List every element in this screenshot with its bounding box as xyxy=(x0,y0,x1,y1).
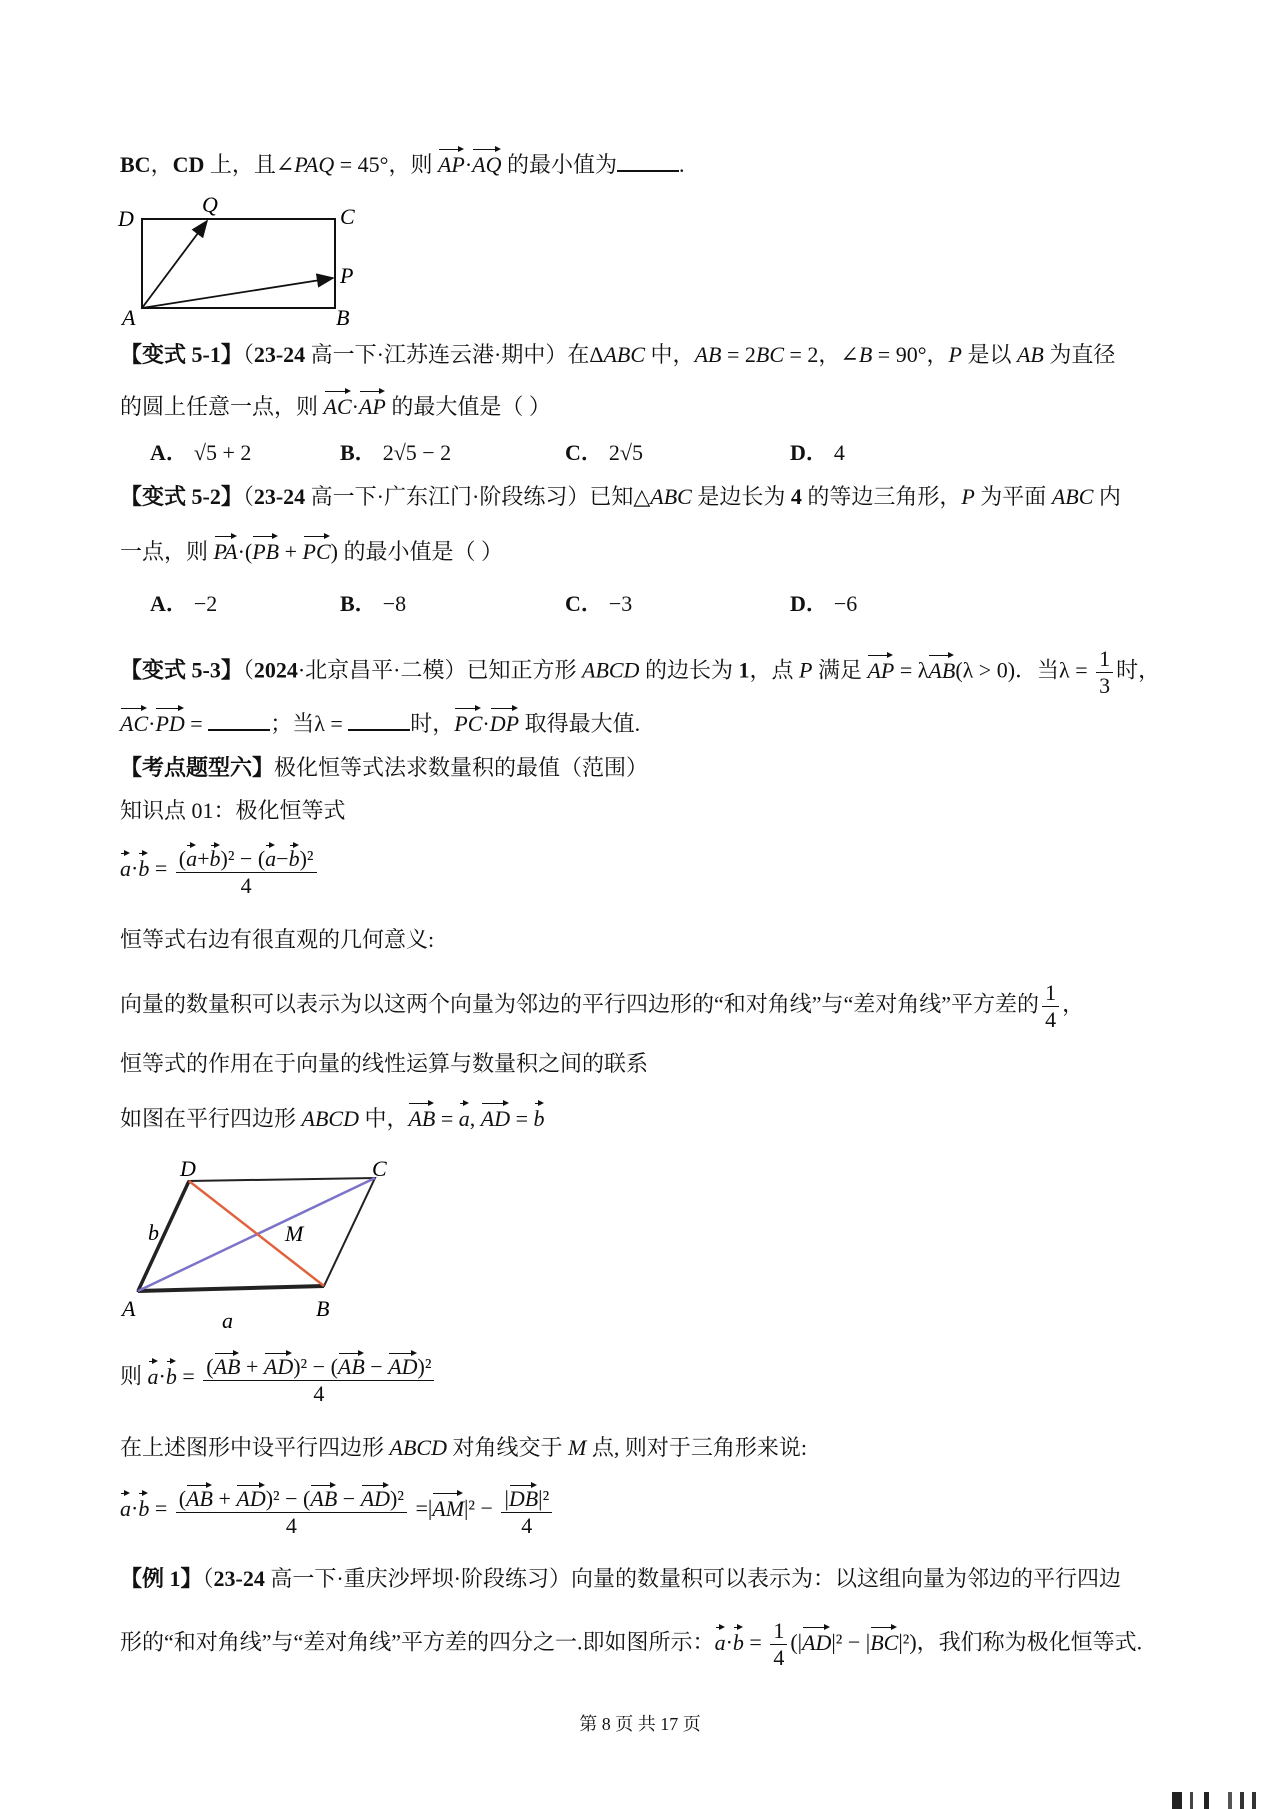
math-variable: B xyxy=(858,342,873,367)
side-ab xyxy=(138,1286,324,1291)
numerator xyxy=(1096,646,1113,673)
vector: AD xyxy=(236,1482,265,1512)
vector: b xyxy=(138,850,149,884)
answer-blank xyxy=(348,709,410,731)
vector: PB xyxy=(252,533,279,567)
vector: AD xyxy=(388,1350,417,1380)
bold-text: CD xyxy=(172,152,205,177)
option-label: B． xyxy=(340,591,377,616)
text: 4 xyxy=(521,1513,533,1538)
vector: AB xyxy=(408,1100,435,1134)
label-a: A xyxy=(122,1296,136,1321)
denominator xyxy=(238,873,255,899)
text: ·北京昌平·二模）已知正方形 xyxy=(297,657,582,683)
text: ， xyxy=(150,152,173,177)
text: 满足 xyxy=(812,657,868,683)
vector: b xyxy=(210,842,221,872)
text: 1 xyxy=(773,1618,785,1643)
text: (| xyxy=(790,1629,803,1655)
vector: b xyxy=(138,1490,149,1524)
option-label: C． xyxy=(565,440,603,465)
option-label: D． xyxy=(790,591,828,616)
vector: AB xyxy=(338,1350,365,1380)
text: = xyxy=(149,1495,173,1521)
bold-text: 23-24 xyxy=(253,484,306,509)
bold-text: 1 xyxy=(738,657,750,683)
text: = xyxy=(743,1629,768,1655)
text: 高一下·广东江门·阶段练习）已知△ xyxy=(305,484,651,509)
option-label: A． xyxy=(150,440,188,465)
text: 的边长为 xyxy=(639,657,739,683)
math-variable: ABC xyxy=(603,342,646,367)
text: =| xyxy=(409,1495,433,1521)
text: ( xyxy=(206,1354,214,1379)
label-c: C xyxy=(340,204,355,229)
text: = 2 xyxy=(721,342,756,367)
vector: AP xyxy=(867,652,894,686)
text: · xyxy=(158,1363,166,1389)
bold-text: 4 xyxy=(790,484,802,509)
label-c: C xyxy=(372,1160,387,1181)
fraction xyxy=(770,1618,787,1671)
text: · xyxy=(351,394,359,419)
math-variable: P xyxy=(961,484,975,509)
fraction xyxy=(1096,646,1113,699)
text: 4 xyxy=(313,1381,325,1406)
example-1-line2 xyxy=(120,1618,1142,1671)
text: 高一下·江苏连云港·期中）在Δ xyxy=(305,342,604,367)
text: 的最大值是（ ） xyxy=(385,394,551,419)
text: 则 xyxy=(120,1363,148,1389)
text: + xyxy=(197,846,210,871)
numerator xyxy=(770,1618,787,1645)
rectangle-abcd xyxy=(142,219,335,308)
text: |²)，我们称为极化恒等式. xyxy=(898,1629,1143,1655)
text: |² xyxy=(538,1486,550,1511)
vector: PA xyxy=(214,533,238,567)
text: )² xyxy=(390,1486,404,1511)
bold-text: 【变式 5-3】 xyxy=(120,657,243,683)
text: （ xyxy=(202,1566,214,1591)
vector: a xyxy=(148,1358,159,1392)
vector: AP xyxy=(438,146,465,180)
bold-text: 【变式 5-2】 xyxy=(120,484,243,509)
text: 恒等式右边有很直观的几何意义: xyxy=(120,927,435,952)
text: 为平面 xyxy=(974,484,1052,509)
option-a xyxy=(150,436,251,467)
math-variable: M xyxy=(567,1435,587,1460)
vector: AP xyxy=(359,388,386,422)
text: 在上述图形中设平行四边形 xyxy=(120,1435,390,1460)
text: )² − ( xyxy=(220,846,266,871)
text: ( xyxy=(178,846,187,871)
vector: PC xyxy=(303,533,331,567)
bold-text: 2024 xyxy=(253,657,298,683)
diagonal-db xyxy=(189,1181,324,1286)
text: − xyxy=(337,1486,361,1511)
formula-step-2 xyxy=(120,1482,555,1539)
variant-5-2-line2 xyxy=(120,533,503,567)
vector: AD xyxy=(264,1350,293,1380)
text: 为直径 xyxy=(1043,342,1116,367)
text: 4 xyxy=(773,1645,785,1670)
text: 极化恒等式法求数量积的最值（范围） xyxy=(274,755,649,780)
text: 中， xyxy=(358,1106,409,1131)
vector: a xyxy=(120,850,131,884)
option-value: 2√5 − 2 xyxy=(382,440,452,465)
option-label: B． xyxy=(340,440,377,465)
denominator xyxy=(283,1513,300,1539)
text: 时， xyxy=(1116,657,1161,683)
option-b xyxy=(340,587,406,618)
denominator xyxy=(518,1513,535,1539)
fraction xyxy=(501,1482,552,1539)
section-heading xyxy=(120,753,648,783)
label-b: B xyxy=(336,305,350,330)
text: 1 xyxy=(1045,980,1057,1005)
vector: a xyxy=(120,1490,131,1524)
vector: DP xyxy=(490,705,519,739)
text: . xyxy=(679,152,685,177)
text: 4 xyxy=(285,1513,297,1538)
text: （ xyxy=(242,657,254,683)
vector: AB xyxy=(310,1482,337,1512)
math-variable: ABCD xyxy=(301,1106,359,1131)
text: = xyxy=(510,1106,534,1131)
vector: AM xyxy=(432,1490,464,1524)
vector: PD xyxy=(155,705,184,739)
text: 的最小值为 xyxy=(501,152,618,177)
text: )² − ( xyxy=(265,1486,311,1511)
text: = xyxy=(149,855,173,881)
math-variable: ABCD xyxy=(389,1435,447,1460)
text: |² − | xyxy=(831,1629,871,1655)
text: 是以 xyxy=(961,342,1017,367)
text: 对角线交于 xyxy=(446,1435,568,1460)
formula-step-1 xyxy=(120,1350,437,1407)
watermark-bars-icon xyxy=(1168,1790,1268,1809)
text: ( xyxy=(178,1486,187,1511)
side-ad xyxy=(138,1181,189,1291)
text: · xyxy=(148,711,156,736)
variant-5-1-line1 xyxy=(120,340,1115,370)
text: 上，且∠ xyxy=(204,152,295,177)
text: = xyxy=(435,1106,459,1131)
knowledge-point-title xyxy=(120,796,346,826)
option-d xyxy=(790,587,857,618)
label-q: Q xyxy=(202,192,218,217)
variant-5-1-line2 xyxy=(120,388,551,422)
text: · xyxy=(131,1495,139,1521)
explanation-text xyxy=(120,980,1084,1033)
text: )² − ( xyxy=(293,1354,338,1379)
text: = xyxy=(184,711,209,736)
bold-text: 【变式 5-1】 xyxy=(120,342,243,367)
numerator xyxy=(501,1482,552,1513)
text: = 90°， xyxy=(872,342,949,367)
text: · xyxy=(131,855,139,881)
fraction xyxy=(203,1350,434,1407)
text: 中， xyxy=(645,342,695,367)
variant-5-2-line1 xyxy=(120,482,1121,512)
vector: b xyxy=(166,1358,177,1392)
geometric-meaning-text xyxy=(120,925,434,955)
text: 向量的数量积可以表示为以这两个向量为邻边的平行四边形的“和对角线”与“差对角线”平方差的 xyxy=(120,991,1040,1017)
text: = 2，∠ xyxy=(784,342,859,367)
rectangle-figure xyxy=(110,190,370,330)
text: 的等边三角形， xyxy=(801,484,962,509)
vector: AB xyxy=(214,1350,241,1380)
text: = 45°，则 xyxy=(334,152,438,177)
math-variable: P xyxy=(948,342,962,367)
option-value: −8 xyxy=(382,591,407,616)
vector: AB xyxy=(186,1482,213,1512)
text: 恒等式的作用在于向量的线性运算与数量积之间的联系 xyxy=(120,1051,649,1076)
text: )² xyxy=(299,846,314,871)
option-label: A． xyxy=(150,591,188,616)
numerator xyxy=(176,842,317,873)
math-variable: ABC xyxy=(650,484,692,509)
text: 的圆上任意一点，则 xyxy=(120,394,324,419)
label-m: M xyxy=(285,1221,304,1246)
math-variable: AB xyxy=(1016,342,1044,367)
text: ， xyxy=(1062,991,1085,1017)
parallelogram-figure xyxy=(110,1160,410,1330)
text: | xyxy=(504,1486,509,1511)
math-variable: PAQ xyxy=(294,152,335,177)
option-c xyxy=(565,587,632,618)
vector: AB xyxy=(928,652,955,686)
vector: a xyxy=(459,1100,470,1134)
fraction xyxy=(176,842,317,899)
numerator xyxy=(1042,980,1059,1007)
polarization-formula xyxy=(120,842,320,899)
text: )² xyxy=(417,1354,432,1379)
vector: a xyxy=(715,1624,726,1658)
vector: b xyxy=(289,842,300,872)
option-label: D． xyxy=(790,440,828,465)
math-variable: BC xyxy=(755,342,784,367)
triangle-intro xyxy=(120,1433,807,1463)
text: 一点，则 xyxy=(120,539,214,564)
denominator xyxy=(310,1381,327,1407)
text: 形的“和对角线”与“差对角线”平方差的四分之一.即如图所示： xyxy=(120,1629,715,1655)
option-value: √5 + 2 xyxy=(193,440,252,465)
vector: AD xyxy=(481,1100,510,1134)
text: （ xyxy=(242,484,254,509)
option-value: −3 xyxy=(608,591,633,616)
math-variable: ABCD xyxy=(582,657,640,683)
vector: AC xyxy=(324,388,352,422)
denominator xyxy=(1096,673,1113,699)
bold-text: 23-24 xyxy=(213,1566,265,1591)
text: 知识点 01：极化恒等式 xyxy=(120,798,346,823)
vector: AD xyxy=(802,1624,831,1658)
variant-5-3-line2 xyxy=(120,705,640,739)
example-1-line1 xyxy=(120,1564,1121,1594)
text: · xyxy=(482,711,490,736)
text: − xyxy=(364,1354,389,1379)
vector: b xyxy=(534,1100,545,1134)
label-p: P xyxy=(340,263,354,288)
bold-text: 【考点题型六】 xyxy=(120,755,275,780)
variant-5-3-line1 xyxy=(120,646,1160,699)
page-footer: 第 8 页 共 17 页 xyxy=(579,1714,701,1734)
answer-blank xyxy=(617,150,679,172)
vector: a xyxy=(265,842,276,872)
text: （ xyxy=(242,342,254,367)
text: 4 xyxy=(1045,1007,1057,1032)
math-variable: ABC xyxy=(1051,484,1094,509)
answer-blank xyxy=(208,709,270,731)
label-b-vector: b xyxy=(148,1220,159,1245)
text: , xyxy=(469,1106,481,1131)
text: + xyxy=(240,1354,264,1379)
text: (λ > 0)．当λ = xyxy=(955,657,1094,683)
vector-aq xyxy=(142,221,207,308)
text: 时， xyxy=(410,711,455,736)
text: · xyxy=(725,1629,733,1655)
vector-ap xyxy=(142,278,333,308)
option-c xyxy=(565,436,643,467)
text: ) 的最小值是（ ） xyxy=(330,539,503,564)
text: 取得最大值. xyxy=(519,711,641,736)
bold-text: BC xyxy=(120,152,151,177)
text: 1 xyxy=(1099,646,1111,671)
bold-text: 【例 1】 xyxy=(120,1566,203,1591)
parallelogram-intro xyxy=(120,1100,545,1134)
text: ；当λ = xyxy=(270,711,349,736)
text: ·( xyxy=(237,539,253,564)
option-d xyxy=(790,436,845,467)
fraction xyxy=(1042,980,1059,1033)
text: = xyxy=(176,1363,201,1389)
denominator xyxy=(1042,1007,1059,1033)
vector: a xyxy=(186,842,197,872)
text: 3 xyxy=(1099,673,1111,698)
text: 4 xyxy=(240,873,252,898)
option-value: −2 xyxy=(193,591,218,616)
option-value: 4 xyxy=(833,440,845,465)
text: 是边长为 xyxy=(691,484,791,509)
text: · xyxy=(464,152,473,177)
text: 内 xyxy=(1093,484,1121,509)
option-b xyxy=(340,436,451,467)
label-b: B xyxy=(316,1296,330,1321)
option-value: 2√5 xyxy=(608,440,643,465)
label-a-vector: a xyxy=(222,1308,233,1330)
math-variable: P xyxy=(798,657,813,683)
text: + xyxy=(212,1486,237,1511)
numerator xyxy=(176,1482,407,1513)
vector: AQ xyxy=(472,146,501,180)
fraction xyxy=(176,1482,407,1539)
math-variable: AB xyxy=(694,342,722,367)
numerator xyxy=(203,1350,434,1381)
option-value: −6 xyxy=(833,591,858,616)
text: 如图在平行四边形 xyxy=(120,1106,302,1131)
vector: DB xyxy=(509,1482,538,1512)
text: + xyxy=(279,539,303,564)
bold-text: 23-24 xyxy=(253,342,306,367)
text: 高一下·重庆沙坪坝·阶段练习）向量的数量积可以表示为：以这组向量为邻边的平行四边 xyxy=(264,1566,1122,1591)
text: ，点 xyxy=(749,657,799,683)
text: |² − xyxy=(464,1495,499,1521)
vector: AD xyxy=(361,1482,390,1512)
text: 点, 则对于三角形来说: xyxy=(586,1435,807,1460)
label-d: D xyxy=(118,206,134,231)
text: − xyxy=(276,846,289,871)
vector: b xyxy=(733,1624,744,1658)
denominator xyxy=(770,1645,787,1671)
role-text xyxy=(120,1049,648,1079)
vector: AC xyxy=(120,705,148,739)
label-a: A xyxy=(122,305,136,330)
vector: PC xyxy=(454,705,482,739)
text: = λ xyxy=(894,657,929,683)
vector: BC xyxy=(870,1624,898,1658)
option-label: C． xyxy=(565,591,603,616)
problem-continuation xyxy=(120,146,685,180)
label-d: D xyxy=(180,1160,196,1181)
option-a xyxy=(150,587,217,618)
